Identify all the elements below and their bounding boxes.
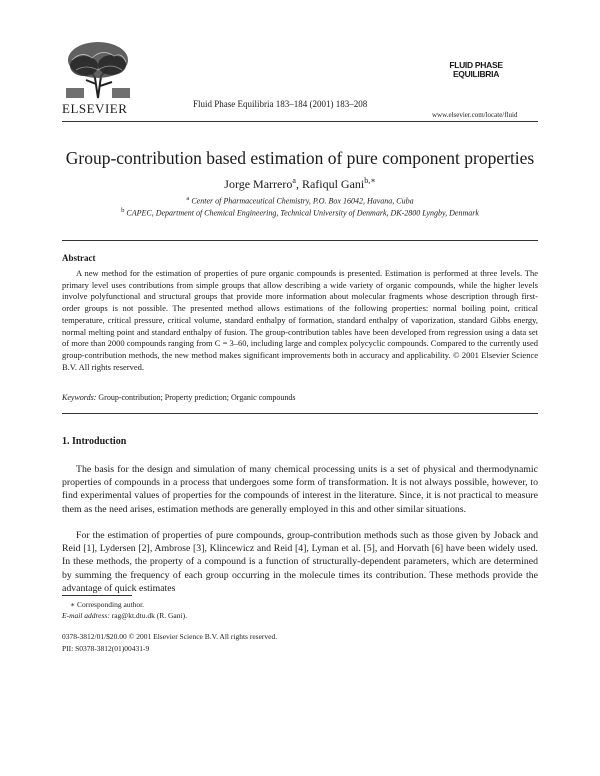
affiliation-b-text: CAPEC, Department of Chemical Engineering, Technical University of Denmark, DK-2800 Lyngby, Denmark bbox=[124, 208, 479, 218]
journal-logo-line2: EQUILIBRIA bbox=[452, 69, 500, 79]
journal-logo-line1: FLUID PHASE bbox=[449, 60, 503, 70]
author-2: Rafiqul Gani bbox=[301, 177, 365, 191]
footnote-corresponding bbox=[70, 600, 144, 609]
abstract-text: A new method for the estimation of properties of pure organic compounds is presented. Estimation is performed at three levels. The primary level uses contributions from simple groups that allow describing a wide variety of organic compounds, while the higher levels involve polyfunctional and structural groups that provide more information about molecular fragments whose description through first-order groups is not possible. The presented method allows estimations of the following properties: normal boiling point, critical temperature, critical pressure, critical volume, standard enthalpy of formation, standard enthalpy of vaporization, standard Gibbs energy, normal melting point and standard enthalpy of fusion. The group-contribution tables have been developed from regression using a data set of more than 2000 compounds ranging from C = 3–60, including large and complex polycyclic compounds. Compared to the currently used group-contribution methods, the new method makes significant improvements both in accuracy and applicability. © 2001 Elsevier Science B.V. All rights reserved. bbox=[62, 268, 538, 372]
author-1: Jorge Marrero bbox=[224, 177, 293, 191]
affiliation-b bbox=[62, 207, 538, 218]
abstract-top-rule bbox=[62, 240, 538, 241]
keywords-label: Keywords: bbox=[62, 393, 97, 402]
author-2-mark: b,∗ bbox=[364, 176, 376, 185]
footnote-corresponding-text: Corresponding author. bbox=[75, 600, 145, 609]
keywords bbox=[62, 393, 296, 402]
intro-paragraph-2: For the estimation of properties of pure compounds, group-contribution methods such as those given by Joback and Reid [1], Lydersen [2], Ambrose [3], Klincewicz and Reid [4], Lyman et al. [5], and Horvath [6] have been widely used. In these methods, the property of a compound is a function of structurally-dependent parameters, which are determined by summing the frequency of each group occurring in the molecule times its contribution. These methods provide the advantage of quick estimates bbox=[62, 530, 538, 594]
abstract-heading: Abstract bbox=[62, 253, 96, 263]
email-address[interactable]: rag@kt.dtu.dk (R. Gani). bbox=[109, 611, 187, 620]
email-label: E-mail address: bbox=[62, 611, 110, 620]
footnote-email bbox=[62, 611, 187, 620]
author-separator: , bbox=[295, 177, 302, 191]
journal-logo bbox=[445, 61, 507, 79]
pii-line: PII: S0378-3812(01)00431-9 bbox=[62, 644, 150, 653]
affiliation-a-mark: a bbox=[186, 195, 190, 202]
author-1-mark: a bbox=[292, 176, 296, 185]
affiliation-a-text: Center of Pharmaceutical Chemistry, P.O. Box 16042, Havana, Cuba bbox=[189, 196, 414, 206]
abstract-bottom-rule bbox=[62, 413, 538, 414]
journal-url[interactable]: www.elsevier.com/locate/fluid bbox=[432, 111, 518, 119]
intro-paragraph-1: The basis for the design and simulation of many chemical processing units is a set of physical and thermodynamic properties of compounds in a process that undergoes some form of transformation. It is not always possible, however, to find experimental values of properties for the compounds of interest in the literature. Since, it is not practical to measure them as the need arises, estimation methods are generally employed in this and other similar situations. bbox=[62, 464, 538, 515]
publisher-name: ELSEVIER bbox=[62, 101, 128, 116]
article-title: Group-contribution based estimation of pure component properties bbox=[65, 148, 535, 168]
footnote-rule bbox=[62, 595, 132, 596]
footnote-corresponding-mark: ∗ bbox=[70, 600, 76, 609]
elsevier-tree-logo bbox=[62, 40, 134, 100]
journal-reference: Fluid Phase Equilibria 183–184 (2001) 183–208 bbox=[193, 99, 368, 109]
affiliation-b-mark: b bbox=[121, 207, 125, 214]
section-heading-introduction: 1. Introduction bbox=[62, 436, 127, 447]
author-line bbox=[62, 176, 538, 192]
copyright-line: 0378-3812/01/$20.00 © 2001 Elsevier Science B.V. All rights reserved. bbox=[62, 632, 278, 641]
affiliation-a bbox=[62, 195, 538, 206]
header-rule bbox=[62, 121, 538, 122]
keywords-list: Group-contribution; Property prediction; Organic compounds bbox=[96, 393, 296, 402]
